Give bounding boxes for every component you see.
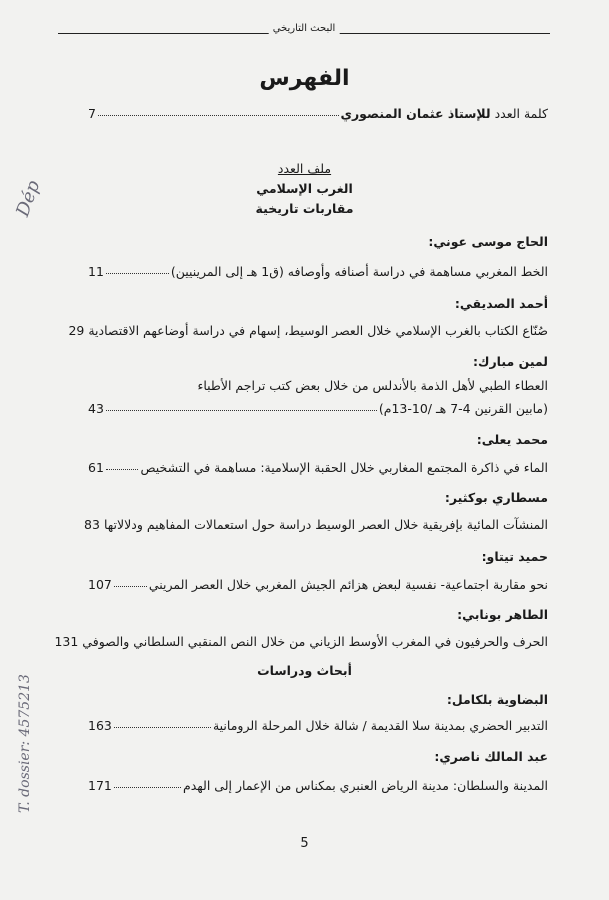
toc-entry <box>88 264 548 279</box>
dot-leader <box>114 787 181 788</box>
running-header <box>58 20 550 40</box>
intro-entry <box>88 106 548 121</box>
toc-entry <box>88 577 548 592</box>
intro-author: للإستاذ عثمان المنصوري <box>340 106 491 121</box>
entry-author: محمد يعلى: <box>476 432 548 447</box>
dot-leader <box>106 273 169 274</box>
entry-author: الطاهر بونابي: <box>457 607 548 622</box>
handwritten-note: Dép <box>12 177 45 220</box>
dot-leader <box>98 115 339 116</box>
toc-entry <box>88 460 548 475</box>
entry-title: (مابين القرنين 4-7 هـ /10-13م) <box>378 401 548 416</box>
entry-title: صُنّاع الكتاب بالغرب الإسلامي خلال العصر الوسيط، إسهام في دراسة أوضاعهم الاقتصادية <box>88 323 548 338</box>
toc-entry <box>84 517 548 532</box>
entry-title: نحو مقاربة اجتماعية- نفسية لبعض هزائم الجيش المغربي خلال العصر المريني <box>148 577 548 592</box>
page-ref: 163 <box>88 718 112 733</box>
section-label: أبحاث ودراسات <box>257 663 352 678</box>
page-ref: 7 <box>88 106 96 121</box>
entry-author: أحمد الصديقي: <box>454 296 548 311</box>
entry-author: لمين مبارك: <box>473 354 548 369</box>
page-ref: 61 <box>88 460 104 475</box>
page-ref: 83 <box>84 517 100 532</box>
toc-entry <box>88 718 548 733</box>
page-ref: 29 <box>68 323 85 338</box>
dot-leader <box>106 469 139 470</box>
page-number: 5 <box>300 836 309 851</box>
running-title: البحث التاريخي <box>269 23 340 34</box>
toc-entry <box>88 778 548 793</box>
toc-entry <box>88 401 548 416</box>
dot-leader <box>106 410 377 411</box>
toc-entry <box>54 634 548 649</box>
page-ref: 11 <box>88 264 104 279</box>
handwritten-dossier-number: T. dossier: 4575213 <box>17 674 33 813</box>
entry-title: المنشآت المائية بإفريقية خلال العصر الوسيط دراسة حول استعمالات المفاهيم ودلالاتها <box>103 517 548 532</box>
entry-author: الحاج موسى عوني: <box>428 234 548 249</box>
section-subtitle: مقاربات تاريخية <box>255 201 354 216</box>
page-ref: 131 <box>54 634 79 649</box>
entry-author: البضاوية بلكامل: <box>446 692 548 707</box>
dot-leader <box>114 586 147 587</box>
entry-title: المدينة والسلطان: مدينة الرياض العنبري بمكناس من الإعمار إلى الهدم <box>182 778 548 793</box>
entry-title: الحرف والحرفيون في المغرب الأوسط الزياني من خلال النص المنقبي السلطاني والصوفي <box>82 634 548 649</box>
page-title: الفهرس <box>259 66 350 91</box>
entry-author: حميد تيتاو: <box>481 549 548 564</box>
toc-entry <box>68 323 548 338</box>
entry-title-line: العطاء الطبي لأهل الذمة بالأندلس من خلال بعض كتب تراجم الأطباء <box>197 378 548 393</box>
entry-title: التدبير الحضري بمدينة سلا القديمة / شالة خلال المرحلة الرومانية <box>212 718 548 733</box>
page-ref: 107 <box>88 577 112 592</box>
section-label: ملف العدد <box>277 161 332 176</box>
section-subtitle: الغرب الإسلامي <box>256 181 353 196</box>
entry-author: مسطاري بوكثير: <box>444 490 548 505</box>
entry-title: الخط المغربي مساهمة في دراسة أصنافه وأوصافه (ق1 هـ إلى المرينيين) <box>170 264 548 279</box>
page-ref: 43 <box>88 401 104 416</box>
entry-author: عبد المالك ناصري: <box>434 749 548 764</box>
dot-leader <box>114 727 211 728</box>
page-ref: 171 <box>88 778 112 793</box>
intro-label: كلمة العدد <box>494 106 548 121</box>
entry-title: الماء في ذاكرة المجتمع المغاربي خلال الحقبة الإسلامية: مساهمة في التشخيص <box>140 460 548 475</box>
